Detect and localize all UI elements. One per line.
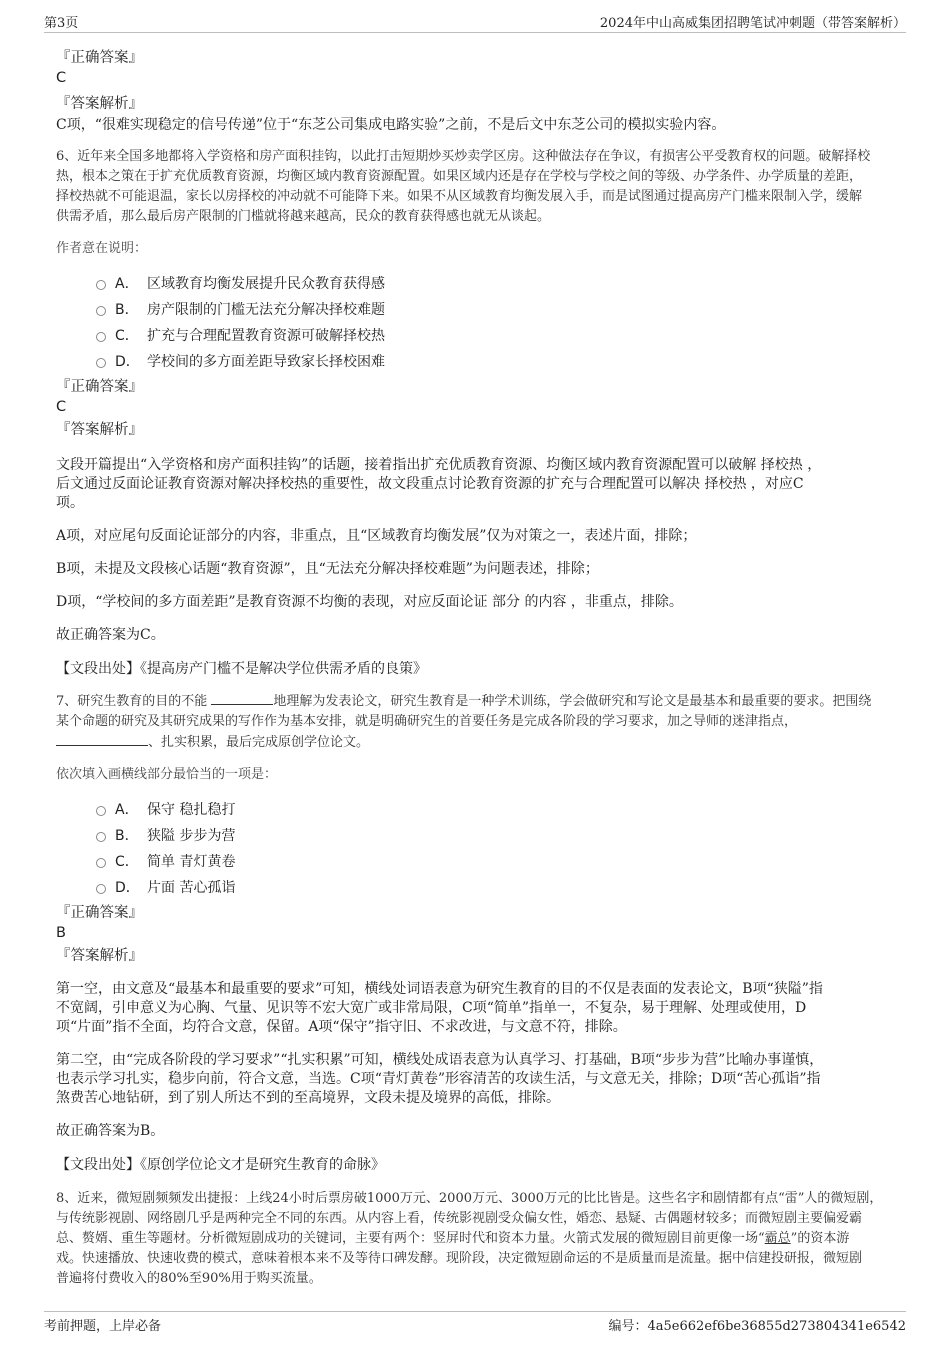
answer-label: 『正确答案』 bbox=[56, 905, 143, 921]
option-a[interactable]: A． 区域教育均衡发展提升民众教育获得感 bbox=[96, 270, 906, 296]
radio-icon[interactable] bbox=[96, 358, 106, 368]
question-7 bbox=[56, 691, 906, 1175]
correct-answer: B bbox=[56, 925, 66, 941]
radio-icon[interactable] bbox=[96, 280, 106, 290]
fill-blank-1[interactable] bbox=[211, 691, 273, 705]
options-list bbox=[96, 796, 906, 900]
question-stem: 7、研究生教育的目的不能 地理解为发表论文，研究生教育是一种学术训练，学会做研究和写论文是最基本和最重要的要求。把围绕 某个命题的研究及其研究成果的写作作为基本安排，就是明确研究生的首要任务是完成各阶段的学习要求，加之导师的迷津指点， 、扎实积累，最后完成原创学位论文。 bbox=[56, 691, 906, 753]
analysis-text: 第一空，由文意及“最基本和最重要的要求”可知，横线处词语表意为研究生教育的目的不仅是表面的发表论文，B项“狭隘”指 不宽阔，引申意义为心胸、气量、见识等不宏大宽广或非常局限，C项“简单”指单一，不复杂，易于理解、处理或使用，D 项“片面”指不全面，均符合文意，保留。A项“保守”指守旧、不求改进，与文意不符，排除。 第二空，由“完成各阶段的学习要求”“扎实积累”可知，横线处成语表意为认真学习、打基础，B项“步步为营”比喻办事谨慎， 也表示学习扎实，稳步向前，符合文意，当选。C项“青灯黄卷”形容清苦的攻读生活，与文意无关，排除；D项“苦心孤诣”指 煞费苦心地钻研，到了别人所达不到的至高境界，文段未提及境界的高低，排除。 故正确答案为B。 bbox=[56, 981, 824, 1139]
question-prompt: 依次填入画横线部分最恰当的一项是： bbox=[56, 767, 278, 782]
footer-slogan: 考前押题，上岸必备 bbox=[44, 1319, 162, 1334]
option-c[interactable]: C． 扩充与合理配置教育资源可破解择校热 bbox=[96, 322, 906, 348]
option-b[interactable]: B． 狭隘 步步为营 bbox=[96, 822, 906, 848]
document-id: 编号：4a5e662ef6be36855d273804341e6542 bbox=[608, 1319, 906, 1334]
page-number: 第3页 bbox=[44, 15, 79, 31]
radio-icon[interactable] bbox=[96, 858, 106, 868]
stem-line: 6、近年来全国多地都将入学资格和房产面积挂钩，以此打击短期炒买炒卖学区房。这种做法存在争议，有损害公平受教育权的问题。破解择校 bbox=[56, 149, 871, 164]
source-note: 【文段出处】《原创学位论文才是研究生教育的命脉》 bbox=[56, 1157, 385, 1173]
option-a[interactable]: A． 保守 稳扎稳打 bbox=[96, 796, 906, 822]
page-footer bbox=[44, 1311, 906, 1334]
answer-label: 『正确答案』 bbox=[56, 379, 143, 395]
radio-icon[interactable] bbox=[96, 806, 106, 816]
radio-icon[interactable] bbox=[96, 832, 106, 842]
page-header bbox=[44, 10, 906, 33]
analysis-text: C项，“很难实现稳定的信号传递”位于“东芝公司集成电路实验”之前，不是后文中东芝公司的模拟实验内容。 bbox=[56, 117, 726, 133]
stem-line: 择校热就不可能退温，家长以房择校的冲动就不可能降下来。如果不从区域教育均衡发展入手，而是试图通过提高房产门槛来限制入学，缓解 bbox=[56, 189, 863, 204]
options-list bbox=[96, 270, 906, 374]
option-b[interactable]: B． 房产限制的门槛无法充分解决择校难题 bbox=[96, 296, 906, 322]
analysis-text: 文段开篇提出“入学资格和房产面积挂钩”的话题，接着指出扩充优质教育资源、均衡区域内教育资源配置可以破解 择校热 ， 后文通过反面论证教育资源对解决择校热的重要性，故文段重点讨论教育资源的扩充与合理配置可以解决 择校热 ，对应C 项。 A项，对应尾句反面论证部分的内容，非重点，且“区域教育均衡发展”仅为对策之一，表述片面，排除； B项，未提及文段核心话题“教育资源”，且“无法充分解决择校难题”为问题表述，排除； D项，“学校间的多方面差距”是教育资源不均衡的表现，对应反面论证 部分 的内容 ，非重点，排除。 故正确答案为C。 bbox=[56, 457, 822, 643]
document-title: 2024年中山高威集团招聘笔试冲刺题（带答案解析） bbox=[599, 15, 906, 31]
correct-answer: C bbox=[56, 399, 67, 415]
main-content bbox=[56, 46, 906, 1289]
question-stem bbox=[56, 147, 906, 227]
analysis-label: 『答案解析』 bbox=[56, 422, 143, 438]
stem-line: 供需矛盾，那么最后房产限制的门槛就将越来越高，民众的教育获得感也就无从谈起。 bbox=[56, 209, 551, 224]
question-8 bbox=[56, 1189, 906, 1289]
radio-icon[interactable] bbox=[96, 306, 106, 316]
answer-label: 『正确答案』 bbox=[56, 50, 143, 66]
radio-icon[interactable] bbox=[96, 332, 106, 342]
question-prompt: 作者意在说明： bbox=[56, 241, 148, 256]
source-note: 【文段出处】《提高房产门槛不是解决学位供需矛盾的良策》 bbox=[56, 661, 427, 677]
question-6 bbox=[56, 147, 906, 679]
option-d[interactable]: D． 学校间的多方面差距导致家长择校困难 bbox=[96, 348, 906, 374]
stem-line: 热，根本之策在于扩充优质教育资源，均衡区域内教育资源配置。如果区域内还是存在学校与学校之间的等级、办学条件、办学质量的差距， bbox=[56, 169, 863, 184]
correct-answer: C bbox=[56, 70, 67, 86]
analysis-label: 『答案解析』 bbox=[56, 96, 143, 112]
option-c[interactable]: C． 简单 青灯黄卷 bbox=[96, 848, 906, 874]
question-stem: 8、近来，微短剧频频发出捷报：上线24小时后票房破1000万元、2000万元、3000万元的比比皆是。这些名字和剧情都有点“雷”人的微短剧， 与传统影视剧、网络剧几乎是两种完全不同的东西。从内容上看，传统影视剧受众偏女性，婚恋、悬疑、古偶题材较多；而微短剧主要偏爱霸 总、赘婿、重生等题材。分析微短剧成功的关键词，主要有两个：竖屏时代和资本力量。火箭式发展的微短剧目前更像一场“霸总”的资本游 戏。快速播放、快速收费的模式，意味着根本来不及等待口碑发酵。现阶段，决定微短剧命运的不是质量而是流量。据中信建投研报，微短剧 普遍将付费收入的80%至90%用于购买流量。 bbox=[56, 1191, 883, 1286]
fill-blank-2[interactable] bbox=[56, 732, 148, 746]
option-d[interactable]: D． 片面 苦心孤诣 bbox=[96, 874, 906, 900]
analysis-label: 『答案解析』 bbox=[56, 948, 143, 964]
radio-icon[interactable] bbox=[96, 884, 106, 894]
underlined-term: 霸总 bbox=[764, 1231, 791, 1246]
